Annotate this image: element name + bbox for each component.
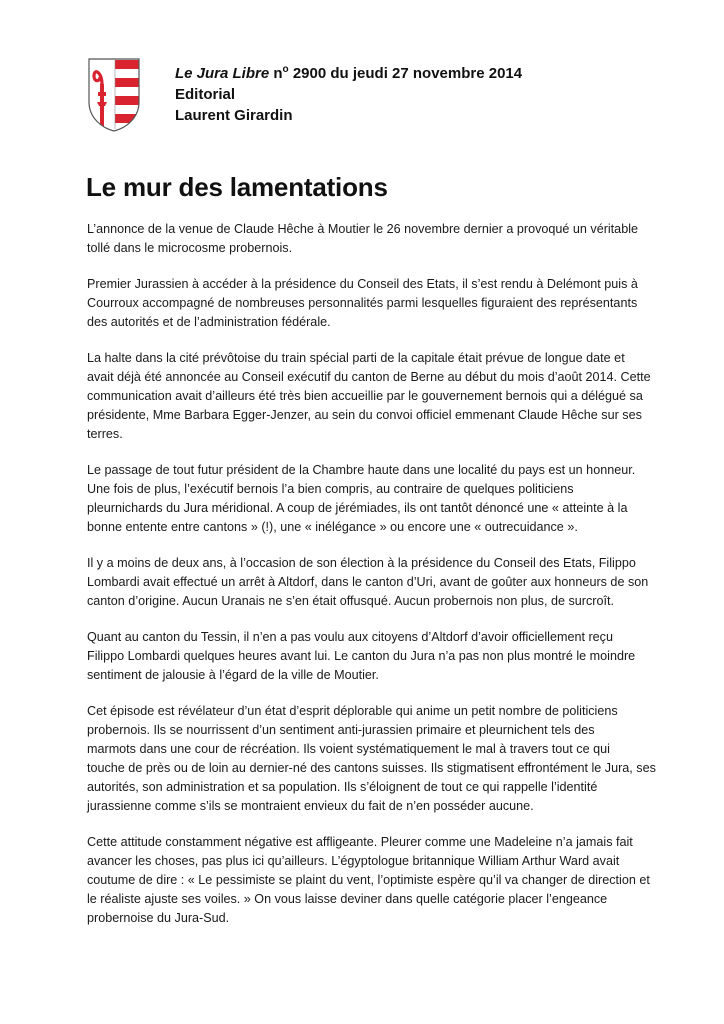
section-label: Editorial — [175, 86, 236, 103]
paragraph-line: Lombardi avait effectué un arrêt à Altdorf, dans le canton d’Uri, avant de goûter aux honneurs de son — [87, 575, 649, 589]
article-paragraph — [87, 275, 647, 332]
paragraph-line: Filippo Lombardi quelques heures avant lui. Le canton du Jura n’a pas non plus montré le moindre — [87, 649, 636, 663]
paragraph-line: canton d’origine. Aucun Uranais ne s’en était offusqué. Aucun probernois non plus, de surcroît. — [87, 594, 614, 608]
paragraph-line: probernois. Ils se nourrissent d’un sentiment anti-jurassien primaire et pleurnichent tels des — [87, 723, 595, 737]
article-paragraph — [87, 833, 650, 928]
paragraph-line: bonne entente entre cantons » (!), une « inélégance » ou encore une « outrecuidance ». — [87, 520, 578, 534]
paragraph-line: Une fois de plus, l’exécutif bernois l’a bien compris, au contraire de quelques politiciens — [87, 482, 574, 496]
article-paragraph — [87, 349, 651, 444]
paragraph-line: Il y a moins de deux ans, à l’occasion de son élection à la présidence du Conseil des Etats, Filippo — [87, 556, 636, 570]
article-paragraph — [87, 628, 647, 685]
jura-coat-of-arms-icon — [88, 58, 140, 132]
paragraph-line: communication avait d’ailleurs été très bien accueillie par le gouvernement bernois qui a délégué sa — [87, 389, 643, 403]
issue-number-prefix: n — [273, 65, 283, 82]
paragraph-line: Le passage de tout futur président de la Chambre haute dans une localité du pays est un honneur. — [87, 463, 636, 477]
paragraph-line: Cette attitude constamment négative est affligeante. Pleurer comme une Madeleine n’a jamais fait — [87, 835, 633, 849]
paragraph-line: Premier Jurassien à accéder à la présidence du Conseil des Etats, il s’est rendu à Delémont puis à — [87, 277, 638, 291]
issue-number-superscript: o — [282, 64, 289, 75]
paragraph-line: le réaliste ajuste ses voiles. » On vous laisse deviner dans quelle catégorie placer l’engeance — [87, 892, 608, 906]
paragraph-line: autorités, son administration et sa population. Ils s’éloignent de tout ce qui rappelle l’identité — [87, 780, 598, 794]
article-paragraph — [87, 554, 647, 611]
article-body — [87, 220, 656, 945]
paragraph-line: terres. — [87, 427, 123, 441]
paragraph-line: touche de près ou de loin au dernier-né des cantons suisses. Ils stigmatisent effrontément le Jura, ses — [87, 761, 656, 775]
paragraph-line: pleurnichards du Jura méridional. A coup de jérémiades, ils ont tantôt dénoncé une « atteinte à la — [87, 501, 628, 515]
paragraph-line: probernoise du Jura-Sud. — [87, 911, 230, 925]
paragraph-line: coutume de dire : « Le pessimiste se plaint du vent, l’optimiste espère qu’il va changer de direction et — [87, 873, 650, 887]
paragraph-line: avancer les choses, pas plus ici qu’ailleurs. L’égyptologue britannique William Arthur Ward avait — [87, 854, 620, 868]
issue-date: 2900 du jeudi 27 novembre 2014 — [288, 65, 523, 82]
paragraph-line: Cet épisode est révélateur d’un état d’esprit déplorable qui anime un petit nombre de politiciens — [87, 704, 618, 718]
issue-line — [175, 63, 522, 84]
paragraph-line: L’annonce de la venue de Claude Hêche à Moutier le 26 novembre dernier a provoqué un véritable — [87, 222, 638, 236]
paragraph-line: des autorités et de l’administration fédérale. — [87, 315, 331, 329]
article-title: Le mur des lamentations — [86, 172, 388, 202]
paragraph-line: tollé dans le microcosme probernois. — [87, 241, 293, 255]
article-header — [175, 63, 522, 126]
paragraph-line: marmots dans une cour de récréation. Ils voient systématiquement le mal à travers tout ce qui — [87, 742, 610, 756]
article-paragraph — [87, 220, 647, 258]
paragraph-line: avait déjà été annoncée au Conseil exécutif du canton de Berne au début du mois d’août 2014. Cette — [87, 370, 651, 384]
paragraph-line: présidente, Mme Barbara Egger-Jenzer, au sein du convoi officiel emmenant Claude Hêche sur ses — [87, 408, 642, 422]
author-name: Laurent Girardin — [175, 107, 293, 124]
paragraph-line: Quant au canton du Tessin, il n’en a pas voulu aux citoyens d’Altdorf d’avoir officiellement reçu — [87, 630, 613, 644]
paragraph-line: sentiment de jalousie à l’égard de la ville de Moutier. — [87, 668, 379, 682]
paragraph-line: Courroux accompagné de nombreuses personnalités parmi lesquelles figuraient des représentants — [87, 296, 638, 310]
article-paragraph — [87, 461, 647, 537]
publication-name: Le Jura Libre — [175, 65, 270, 82]
paragraph-line: jurassienne comme s’ils se montraient envieux du fait de n’en posséder aucune. — [87, 799, 534, 813]
article-paragraph — [87, 702, 656, 816]
paragraph-line: La halte dans la cité prévôtoise du train spécial parti de la capitale était prévue de longue date et — [87, 351, 625, 365]
